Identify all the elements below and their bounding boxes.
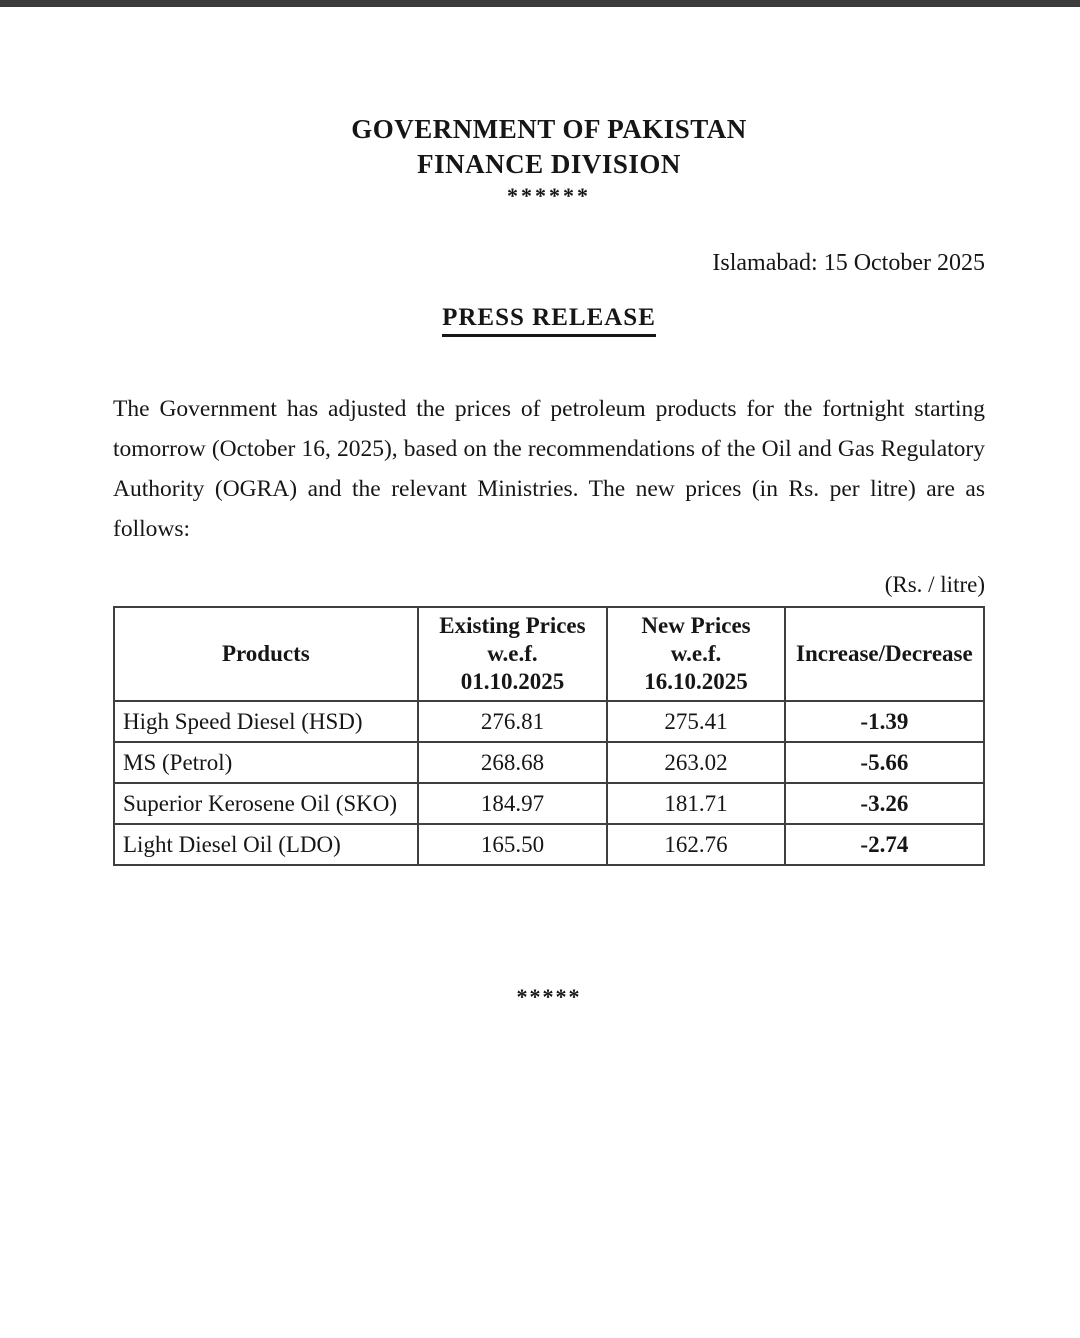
column-header-line: w.e.f. (670, 641, 722, 667)
table-row (114, 742, 984, 783)
footer-stars: ***** (516, 984, 582, 1010)
change-cell: -3.26 (785, 783, 984, 824)
column-header-new-prices (607, 607, 784, 701)
table-header-row (114, 607, 984, 701)
product-cell: Superior Kerosene Oil (SKO) (114, 783, 418, 824)
column-header-products: Products (114, 607, 418, 701)
column-header-line: 16.10.2025 (644, 669, 748, 695)
masthead (113, 113, 985, 210)
column-header-line: w.e.f. (487, 641, 538, 667)
new-price-cell: 275.41 (607, 701, 784, 742)
table-row (114, 701, 984, 742)
prices-table (113, 606, 985, 866)
existing-price-cell: 268.68 (418, 742, 608, 783)
body-paragraph: The Government has adjusted the prices of petroleum products for the fortnight starting tomorrow (October 16, 2025), based on the recommendations of the Oil and Gas Regulatory Authority (OGRA) and the relevant Ministries. The new prices (in Rs. per litre) are as follows: (113, 395, 985, 542)
release-title: PRESS RELEASE (442, 304, 656, 337)
existing-price-cell: 276.81 (418, 701, 608, 742)
press-release-page (0, 113, 1080, 1010)
new-price-cell: 263.02 (607, 742, 784, 783)
product-cell: MS (Petrol) (114, 742, 418, 783)
product-cell: Light Diesel Oil (LDO) (114, 824, 418, 865)
table-row (114, 783, 984, 824)
org-division: FINANCE DIVISION (417, 148, 681, 179)
top-bar (0, 0, 1080, 7)
new-price-cell: 162.76 (607, 824, 784, 865)
change-cell: -5.66 (785, 742, 984, 783)
table-row (114, 824, 984, 865)
column-header-increase-decrease: Increase/Decrease (785, 607, 984, 701)
column-header-line: Existing Prices (439, 613, 586, 639)
existing-price-cell: 184.97 (418, 783, 608, 824)
column-header-line: New Prices (641, 613, 751, 639)
release-title-wrap (113, 304, 985, 337)
unit-note: (Rs. / litre) (884, 572, 985, 598)
change-cell: -1.39 (785, 701, 984, 742)
dateline: Islamabad: 15 October 2025 (712, 249, 985, 276)
new-price-cell: 181.71 (607, 783, 784, 824)
change-cell: -2.74 (785, 824, 984, 865)
org-title: GOVERNMENT OF PAKISTAN (351, 114, 747, 144)
column-header-existing-prices (418, 607, 608, 701)
header-stars: ****** (507, 182, 591, 208)
product-cell: High Speed Diesel (HSD) (114, 701, 418, 742)
column-header-line: 01.10.2025 (460, 669, 565, 695)
existing-price-cell: 165.50 (418, 824, 608, 865)
